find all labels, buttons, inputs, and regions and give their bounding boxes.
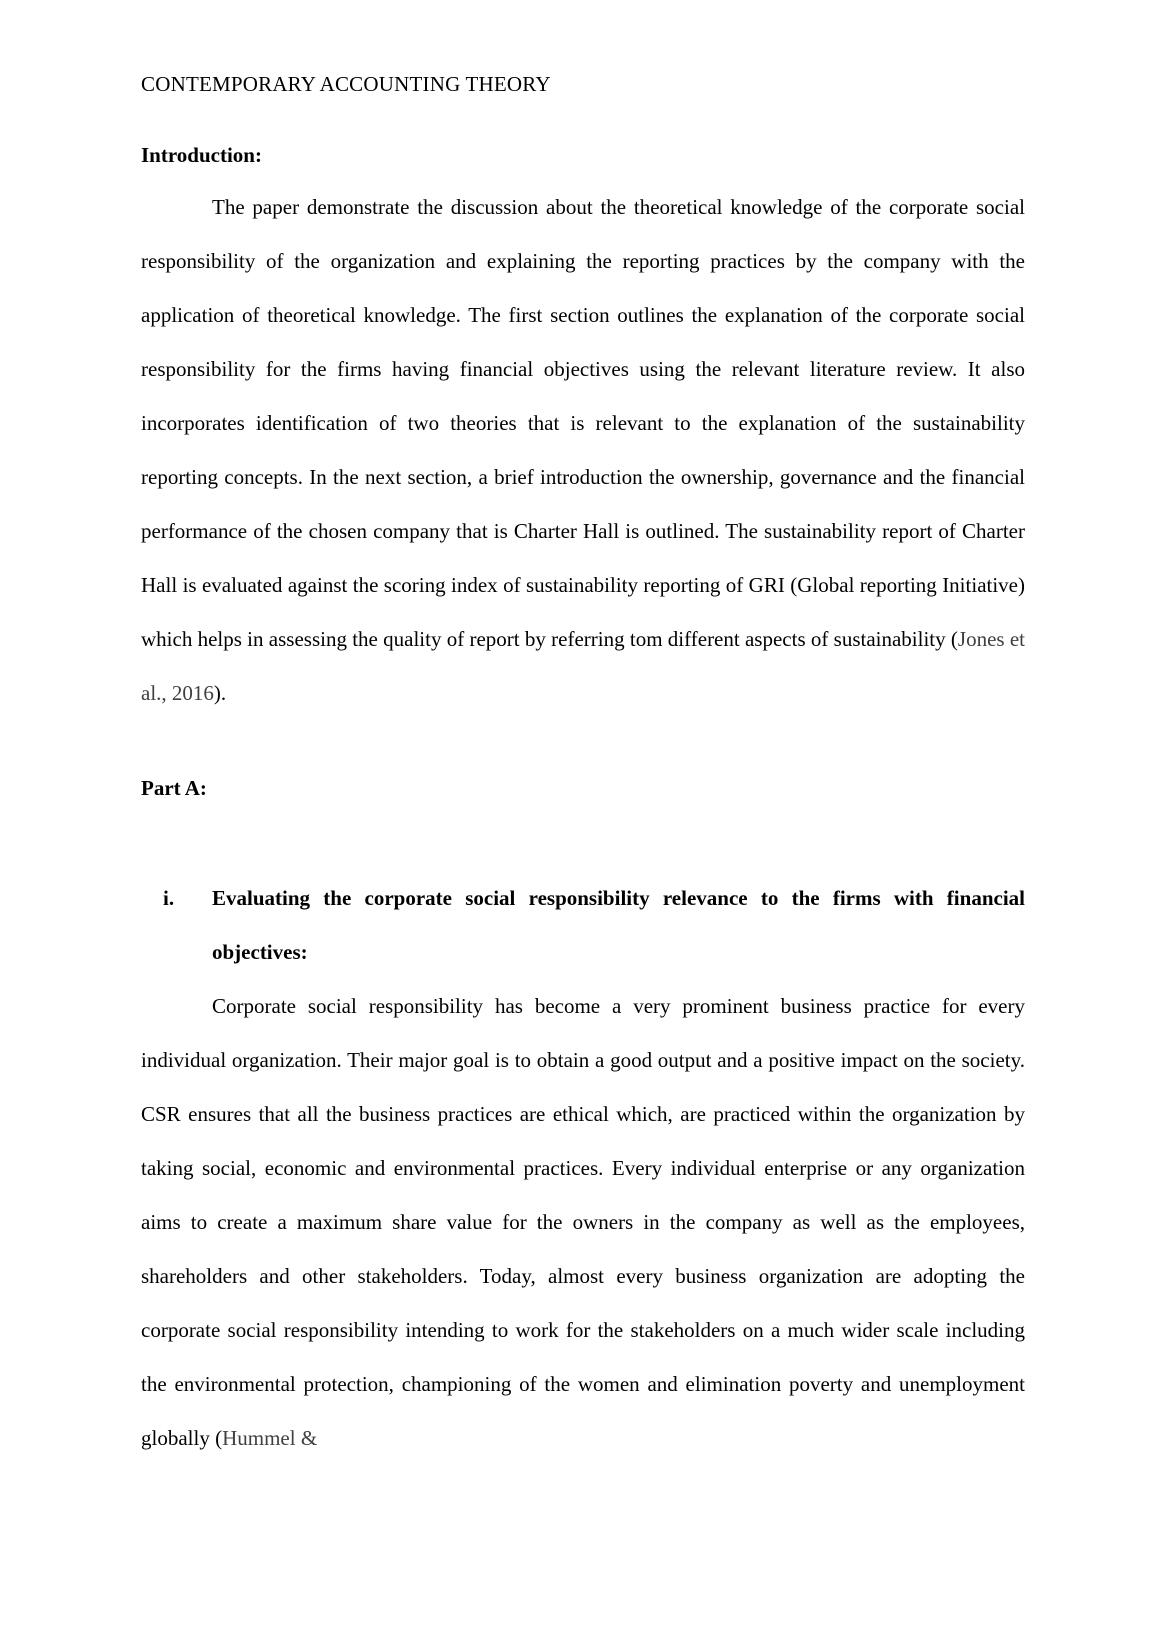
part-a-paragraph — [141, 979, 1025, 1465]
list-number: i. — [163, 886, 175, 910]
introduction-heading: Introduction: — [141, 143, 262, 167]
introduction-citation: Jones et al., 2016 — [141, 627, 1025, 705]
part-a-citation: Hummel & — [222, 1426, 318, 1450]
section-heading-item — [141, 871, 1025, 979]
running-head: CONTEMPORARY ACCOUNTING THEORY — [141, 72, 551, 96]
part-a-heading: Part A: — [141, 776, 207, 800]
page-content — [141, 68, 1025, 1465]
part-a-text: Corporate social responsibility has become a very prominent business practice for every individual organization. Their major goal is to obtain a good output and a positive impact on the society. CSR ensures that all the business practices are ethical which, are practiced within the organization by taking social, economic and environmental practices. Every individual enterprise or any organization aims to create a maximum share value for the owners in the company as well as the employees, shareholders and other stakeholders. Today, almost every business organization are adopting the corporate social responsibility intending to work for the stakeholders on a much wider scale including the environmental protection, championing of the women and elimination poverty and unemployment globally ( — [141, 994, 1025, 1450]
introduction-text: The paper demonstrate the discussion about the theoretical knowledge of the corporate social responsibility of the organization and explaining the reporting practices by the company with the application of theoretical knowledge. The first section outlines the explanation of the corporate social responsibility for the firms having financial objectives using the relevant literature review. It also incorporates identification of two theories that is relevant to the explanation of the sustainability reporting concepts. In the next section, a brief introduction the ownership, governance and the financial performance of the chosen company that is Charter Hall is outlined. The sustainability report of Charter Hall is evaluated against the scoring index of sustainability reporting of GRI (Global reporting Initiative) which helps in assessing the quality of report by referring tom different aspects of sustainability ( — [141, 195, 1025, 651]
introduction-text-end: ). — [213, 681, 227, 705]
introduction-paragraph — [141, 180, 1025, 720]
section-heading-text: Evaluating the corporate social responsibility relevance to the firms with financial objectives: — [212, 886, 1025, 964]
